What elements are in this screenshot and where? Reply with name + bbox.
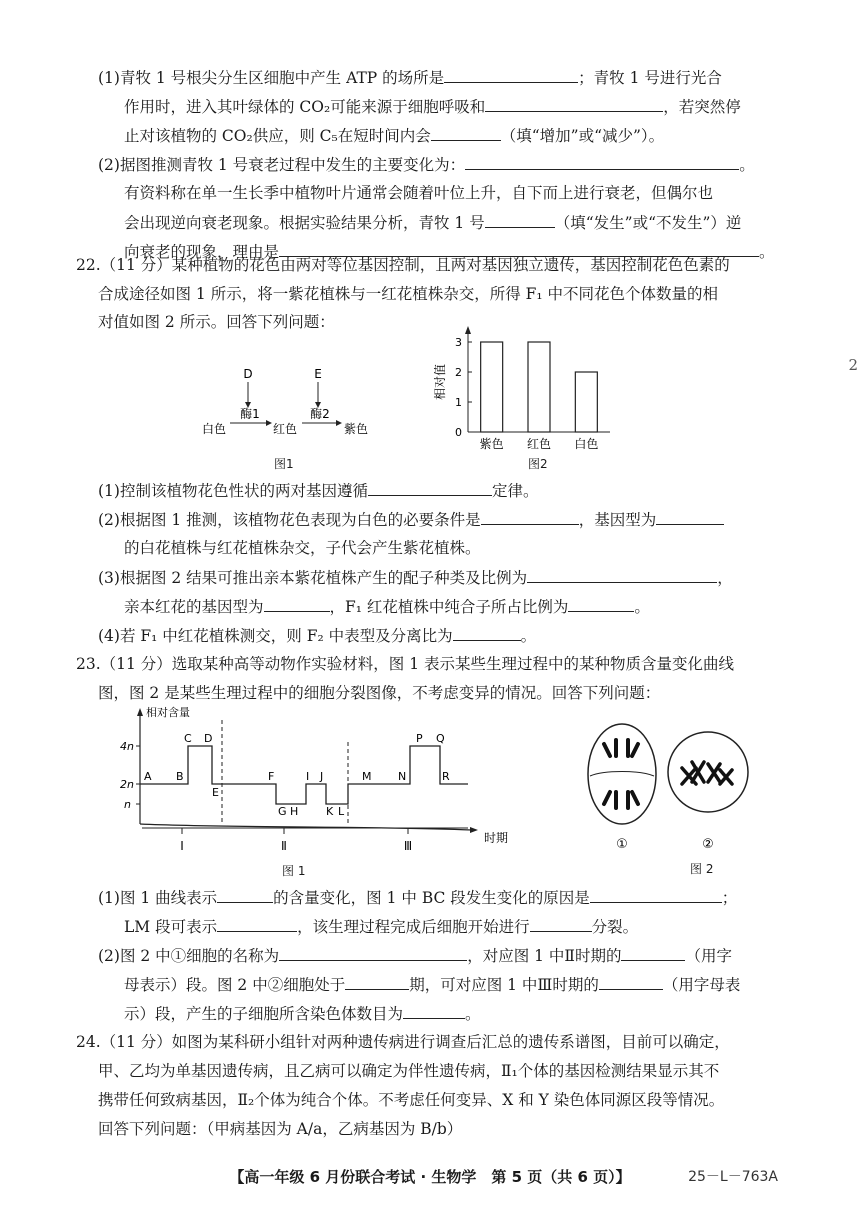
y-tick-label: 3	[455, 336, 462, 349]
y-tick-label: 2	[455, 366, 462, 379]
category-label: 红色	[526, 437, 552, 451]
bar-2	[575, 372, 597, 432]
svg-text:D: D	[204, 732, 213, 745]
q21-line: 有资料称在单一生长季中植物叶片通常会随着叶位上升，自下而上进行衰老，但偶尔也	[124, 184, 714, 202]
q23-sub: 示）段，产生的子细胞所含染色体数目为 。	[124, 1002, 481, 1025]
q22-stem: 22.（11 分）某种植物的花色由两对等位基因控制，且两对基因独立遗传，基因控制花色色素的	[76, 256, 730, 274]
answer-blank[interactable]	[621, 944, 685, 961]
svg-text:J: J	[320, 770, 324, 783]
answer-blank[interactable]	[368, 479, 492, 496]
red-label: 红色	[273, 422, 298, 436]
figure-caption: 图 2	[690, 862, 714, 876]
y-tick-label: 1	[455, 396, 462, 409]
figure-caption: 图1	[274, 457, 294, 471]
svg-text:Ⅱ: Ⅱ	[281, 839, 287, 853]
category-label: 白色	[574, 437, 599, 451]
pathway-diagram	[190, 360, 390, 450]
bar-0	[481, 342, 503, 432]
white-label: 白色	[202, 422, 227, 436]
content-curve	[140, 746, 468, 804]
answer-blank[interactable]	[530, 915, 592, 932]
q23-sub: (1)图 1 曲线表示 的含量变化，图 1 中 BC 段发生变化的原因是 ；	[98, 886, 737, 909]
answer-blank[interactable]	[485, 211, 555, 228]
cell1-label: ①	[616, 837, 628, 852]
svg-text:Ⅰ: Ⅰ	[180, 839, 184, 853]
answer-blank[interactable]	[656, 508, 724, 525]
y-axis-label: 相对值	[433, 363, 447, 401]
svg-text:L: L	[338, 805, 345, 818]
answer-blank[interactable]	[279, 944, 467, 961]
page-footer: 【高一年级 6 月份联合考试 · 生物学 第 5 页（共 6 页）】	[229, 1168, 631, 1186]
svg-text:K: K	[326, 805, 334, 818]
q23-sub: 母表示）段。图 2 中②细胞处于 期，可对应图 1 中Ⅲ时期的 （用字母表	[124, 973, 740, 996]
svg-text:M: M	[362, 770, 372, 783]
answer-blank[interactable]	[568, 595, 634, 612]
q22-sub: 亲本红花的基因型为 ，F₁ 红花植株中纯合子所占比例为 。	[124, 595, 650, 618]
exam-code: 25－L－763A	[688, 1169, 778, 1185]
answer-blank[interactable]	[481, 508, 579, 525]
q22-stem: 合成途径如图 1 所示，将一紫花植株与一红花植株杂交，所得 F₁ 中不同花色个体数量的相	[98, 285, 719, 303]
answer-blank[interactable]	[444, 66, 578, 83]
answer-blank[interactable]	[217, 915, 297, 932]
bar-chart	[430, 322, 620, 452]
q22-sub: 的白花植株与红花植株杂交，子代会产生紫花植株。	[124, 539, 481, 557]
y-axis-label: 相对含量	[146, 706, 190, 719]
x-axis-label: 时期	[484, 831, 509, 845]
enzyme1-label: 酶1	[240, 407, 260, 421]
cell-division-images	[582, 716, 762, 856]
svg-text:2n: 2n	[120, 778, 134, 791]
q24-stem: 携带任何致病基因，Ⅱ₂个体为纯合个体。不考虑任何变异、X 和 Y 染色体同源区段等情况。	[98, 1091, 725, 1109]
answer-blank[interactable]	[403, 1002, 465, 1019]
q21-line: 作用时，进入其叶绿体的 CO₂可能来源于细胞呼吸和 ，若突然停	[124, 95, 741, 118]
q22-sub: (3)根据图 2 结果可推出亲本紫花植株产生的配子种类及比例为 ，	[98, 566, 733, 589]
svg-text:F: F	[268, 770, 275, 783]
figure-caption: 图2	[528, 457, 548, 471]
y-tick-label: 0	[455, 426, 462, 439]
q21-line: (1)青牧 1 号根尖分生区细胞中产生 ATP 的场所是 ；青牧 1 号进行光合	[98, 66, 722, 89]
q23-sub: LM 段可表示 ，该生理过程完成后细胞开始进行 分裂。	[124, 915, 638, 938]
answer-blank[interactable]	[465, 153, 739, 170]
svg-text:Ⅲ: Ⅲ	[403, 839, 413, 853]
q22-sub: (1)控制该植物花色性状的两对基因遵循 定律。	[98, 479, 538, 502]
svg-text:R: R	[442, 770, 450, 783]
answer-blank[interactable]	[527, 566, 717, 583]
answer-blank[interactable]	[345, 973, 409, 990]
q24-stem: 回答下列问题：（甲病基因为 A/a，乙病基因为 B/b）	[98, 1120, 463, 1138]
svg-text:A: A	[144, 770, 152, 783]
bar-1	[528, 342, 550, 432]
svg-text:n: n	[124, 798, 131, 811]
answer-blank[interactable]	[431, 124, 501, 141]
q21-line: 会出现逆向衰老现象。根据实验结果分析，青牧 1 号 （填“发生”或“不发生”）逆	[124, 211, 741, 234]
svg-text:N: N	[398, 770, 407, 783]
answer-blank[interactable]	[264, 595, 330, 612]
q21-line: (2)据图推测青牧 1 号衰老过程中发生的主要变化为： 。	[98, 153, 755, 176]
answer-blank[interactable]	[599, 973, 663, 990]
svg-text:4n: 4n	[120, 740, 134, 753]
q22-sub: (2)根据图 1 推测，该植物花色表现为白色的必要条件是 ，基因型为	[98, 508, 724, 531]
svg-text:C: C	[184, 732, 192, 745]
gene-e-label: E	[314, 367, 322, 381]
svg-text:E: E	[212, 786, 219, 799]
answer-blank[interactable]	[485, 95, 663, 112]
svg-text:G: G	[278, 805, 287, 818]
svg-text:Q: Q	[436, 732, 445, 745]
q23-sub: (2)图 2 中①细胞的名称为 ，对应图 1 中Ⅱ时期的 （用字	[98, 944, 732, 967]
q24-stem: 甲、乙均为单基因遗传病，且乙病可以确定为伴性遗传病，Ⅱ₁个体的基因检测结果显示其不	[98, 1062, 720, 1080]
svg-text:H: H	[290, 805, 299, 818]
q24-stem: 24.（11 分）如图为某科研小组针对两种遗传病进行调查后汇总的遗传系谱图，目前可以确定，	[76, 1033, 730, 1051]
q23-stem: 图，图 2 是某些生理过程中的细胞分裂图像，不考虑变异的情况。回答下列问题：	[98, 684, 661, 702]
cell2-label: ②	[702, 837, 714, 852]
gene-d-label: D	[243, 367, 253, 381]
answer-blank[interactable]	[217, 886, 273, 903]
content-curve-diagram	[112, 700, 532, 870]
answer-blank[interactable]	[590, 886, 722, 903]
svg-text:P: P	[416, 732, 423, 745]
side-page-mark: 2	[848, 356, 858, 374]
q22-sub: (4)若 F₁ 中红花植株测交，则 F₂ 中表型及分离比为 。	[98, 624, 536, 647]
q21-line: 止对该植物的 CO₂供应，则 C₅在短时间内会 （填“增加”或“减少”）。	[124, 124, 664, 147]
svg-text:I: I	[306, 770, 310, 783]
enzyme2-label: 酶2	[310, 407, 330, 421]
q22-stem: 对值如图 2 所示。回答下列问题：	[98, 313, 335, 331]
purple-label: 紫色	[344, 422, 369, 436]
answer-blank[interactable]	[453, 624, 521, 641]
category-label: 紫色	[479, 437, 504, 451]
q23-stem: 23.（11 分）选取某种高等动物作实验材料，图 1 表示某些生理过程中的某种物质含量变化曲线	[76, 655, 735, 673]
svg-text:B: B	[176, 770, 184, 783]
q21-line: 向衰老的现象，理由是 。	[124, 240, 775, 263]
figure-caption: 图 1	[282, 864, 306, 878]
